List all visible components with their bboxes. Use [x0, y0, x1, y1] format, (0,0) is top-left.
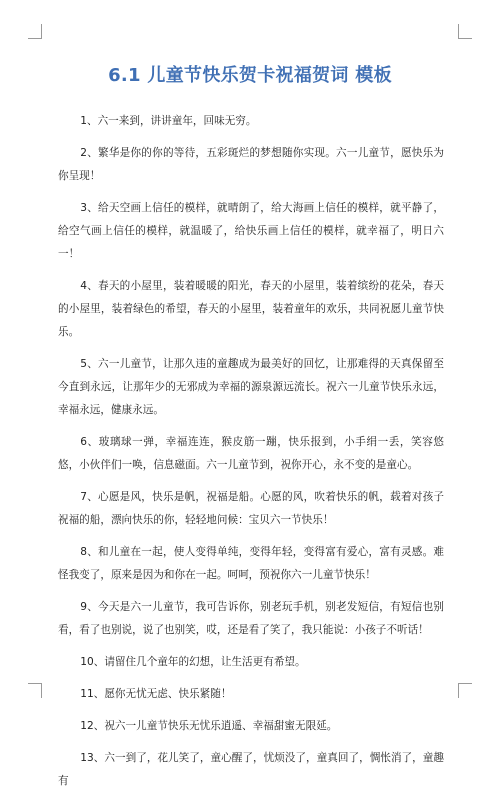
crop-mark-top-left	[28, 38, 42, 39]
paragraph: 11、愿你无忧无虑、快乐紧随！	[80, 688, 232, 700]
paragraph: 4、春天的小屋里，装着暖暖的阳光，春天的小屋里，装着缤纷的花朵，春天的小屋里，装着绿色的希望，春天的小屋里，装着童年的欢乐，共同祝愿儿童节快乐。	[58, 280, 444, 338]
paragraph: 2、繁华是你的你的等待，五彩斑烂的梦想随你实现。六一儿童节，愿快乐为你呈现！	[58, 147, 444, 182]
crop-mark-top-right	[458, 38, 472, 39]
paragraph: 6、玻璃球一弹，幸福连连，猴皮筋一蹦，快乐报到，小手绢一丢，笑容悠悠，小伙伴们一唤，信息磁面。六一儿童节到，祝你开心，永不变的是童心。	[58, 436, 444, 471]
paragraph: 1、六一来到，讲讲童年，回味无穷。	[80, 115, 257, 127]
document-body	[58, 110, 444, 802]
crop-mark-top-right	[458, 24, 459, 39]
paragraph: 12、祝六一儿童节快乐无忧乐逍遥、幸福甜蜜无限延。	[80, 720, 338, 732]
crop-mark-top-left	[41, 24, 42, 39]
paragraph: 3、给天空画上信任的模样，就晴朗了，给大海画上信任的模样，就平静了，给空气画上信任的模样，就温暖了，给快乐画上信任的模样，就幸福了，明日六一！	[58, 202, 444, 260]
page-title: 6.1 儿童节快乐贺卡祝福贺词 模板	[108, 65, 392, 86]
crop-mark-bottom-left	[41, 683, 42, 698]
crop-mark-bottom-right	[458, 683, 472, 684]
paragraph: 5、六一儿童节，让那久违的童趣成为最美好的回忆，让那难得的天真保留至今直到永远，让那年少的无邪成为幸福的源泉源远流长。祝六一儿童节快乐永远，幸福永远，健康永远。	[58, 358, 444, 416]
paragraph: 13、六一到了，花儿笑了，童心醒了，忧烦没了，童真回了，惆怅消了，童趣有	[58, 752, 444, 787]
paragraph: 7、心愿是风，快乐是帆，祝福是船。心愿的风，吹着快乐的帆，载着对孩子祝福的船，漂向快乐的你，轻轻地问候：宝贝六一节快乐！	[58, 491, 444, 526]
paragraph: 9、今天是六一儿童节，我可告诉你，别老玩手机，别老发短信，有短信也别看，看了也别说，说了也别笑，哎，还是看了笑了，我只能说：小孩子不听话！	[58, 601, 444, 636]
paragraph: 10、请留住几个童年的幻想，让生活更有希望。	[80, 656, 306, 668]
crop-mark-bottom-right	[458, 683, 459, 698]
paragraph: 8、和儿童在一起，使人变得单纯，变得年轻，变得富有爱心，富有灵感。难怪我变了，原来是因为和你在一起。呵呵，预祝你六一儿童节快乐！	[58, 546, 444, 581]
crop-mark-bottom-left	[28, 683, 42, 684]
